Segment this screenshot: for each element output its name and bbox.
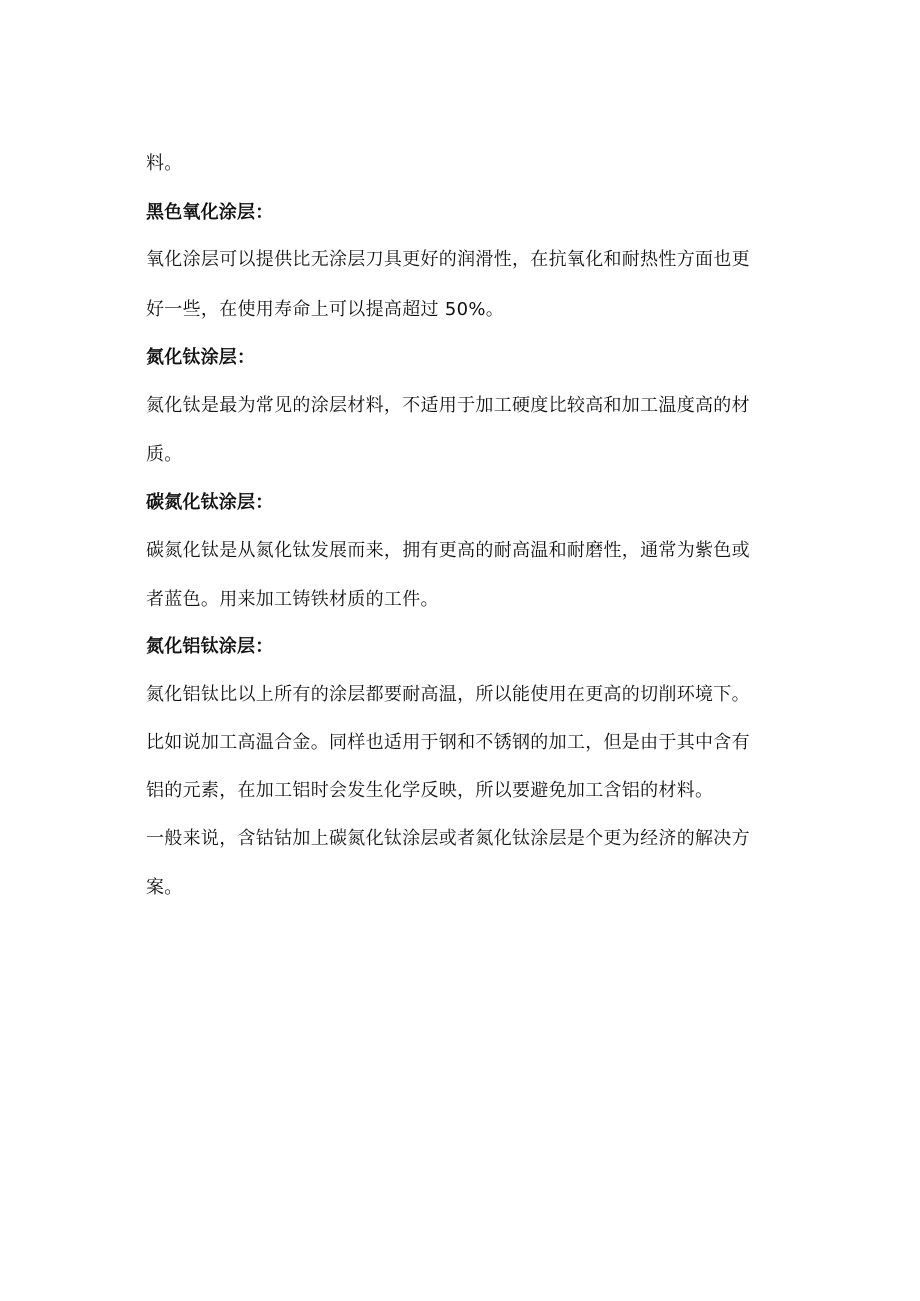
paragraph-line: 铝的元素，在加工铝时会发生化学反映，所以要避免加工含铝的材料。 <box>146 780 714 801</box>
paragraph-line: 碳氮化钛是从氮化钛发展而来，拥有更高的耐高温和耐磨性，通常为紫色或 <box>146 540 750 561</box>
paragraph-line: 氧化涂层可以提供比无涂层刀具更好的润滑性，在抗氧化和耐热性方面也更 <box>146 249 750 270</box>
paragraph-line: 料。 <box>146 153 183 174</box>
section-heading-titanium-nitride: 氮化钛涂层： <box>146 347 256 368</box>
section-heading-titanium-aluminum-nitride: 氮化铝钛涂层： <box>146 636 274 657</box>
paragraph-line: 比如说加工高温合金。同样也适用于钢和不锈钢的加工，但是由于其中含有 <box>146 732 750 753</box>
paragraph-line: 氮化铝钛比以上所有的涂层都要耐高温，所以能使用在更高的切削环境下。 <box>146 684 750 705</box>
paragraph-line: 案。 <box>146 877 183 898</box>
paragraph-line: 氮化钛是最为常见的涂层材料，不适用于加工硬度比较高和加工温度高的材 <box>146 395 750 416</box>
paragraph-line: 一般来说，含钴钴加上碳氮化钛涂层或者氮化钛涂层是个更为经济的解决方 <box>146 828 750 849</box>
paragraph-line: 好一些，在使用寿命上可以提高超过 50%。 <box>146 299 505 320</box>
section-heading-black-oxide: 黑色氧化涂层： <box>146 202 274 223</box>
paragraph-line: 者蓝色。用来加工铸铁材质的工件。 <box>146 589 439 610</box>
section-heading-titanium-carbonitride: 碳氮化钛涂层： <box>146 492 274 513</box>
paragraph-line: 质。 <box>146 444 183 465</box>
